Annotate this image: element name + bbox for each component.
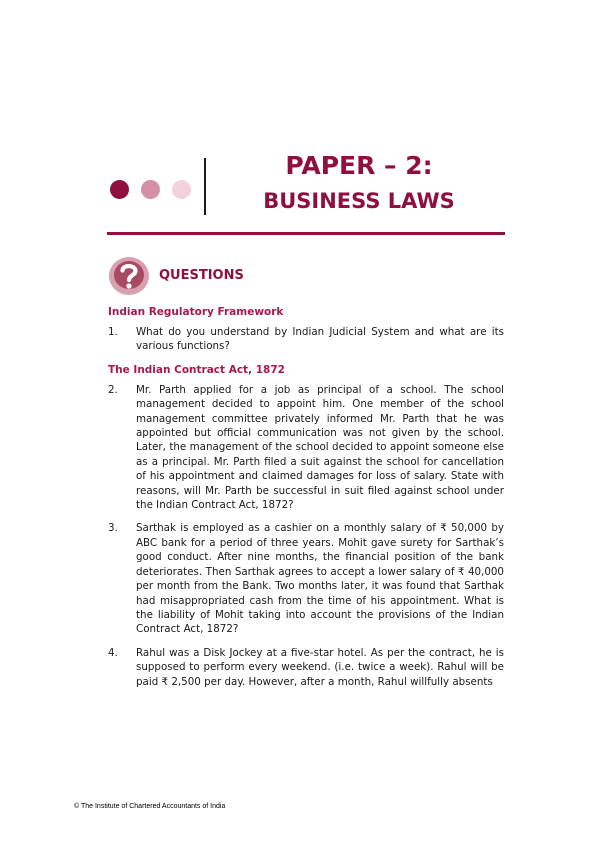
questions-content (108, 305, 504, 698)
section-heading: The Indian Contract Act, 1872 (108, 363, 285, 376)
question-number: 4. (108, 646, 118, 659)
medium-dot-icon (141, 180, 160, 199)
question-item (108, 646, 504, 689)
question-number: 2. (108, 383, 118, 396)
question-text: Sarthak is employed as a cashier on a monthly salary of ₹ 50,000 by ABC bank for a period of three years. Mohit gave surety for Sarthak’s good conduct. After nine months, the financial position of the bank deteriorates. Then Sarthak agrees to accept a lower salary of ₹ 40,000 per month from the Bank. Two months later, it was found that Sarthak had misappropriated cash from the time of his appointment. What is the liability of Mohit taking into account the provisions of the Indian Contract Act, 1872? (136, 522, 504, 636)
paper-title: PAPER – 2: (285, 151, 433, 180)
header-rule (107, 232, 505, 235)
question-text: Mr. Parth applied for a job as principal of a school. The school management decided to appoint him. One member of the school management committee privately informed Mr. Parth that he was appointed but official communication was not given by the school. Later, the management of the school decided to appoint someone else as a principal. Mr. Parth filed a suit against the school for cancellation of his appointment and claimed damages for loss of salary. State with reasons, will Mr. Parth be successful in suit filed against school under the Indian Contract Act, 1872? (136, 383, 504, 512)
questions-heading: QUESTIONS (159, 268, 244, 283)
question-number: 1. (108, 326, 118, 338)
dark-dot-icon (110, 180, 129, 199)
light-dot-icon (172, 180, 191, 199)
copyright-footer: © The Institute of Chartered Accountants of India (74, 803, 226, 810)
paper-subtitle: BUSINESS LAWS (263, 189, 455, 213)
section-heading: Indian Regulatory Framework (108, 306, 284, 318)
question-item (108, 521, 504, 636)
question-item (108, 325, 504, 354)
header-divider (204, 158, 206, 215)
decorative-dots (110, 180, 194, 200)
question-item (108, 383, 504, 513)
question-mark-icon (108, 256, 150, 296)
question-text: Rahul was a Disk Jockey at a five-star hotel. As per the contract, he is supposed to perform every weekend. (i.e. twice a week). Rahul will be paid ₹ 2,500 per day. However, after a month, Rahul willfully absents (136, 646, 504, 688)
question-text: What do you understand by Indian Judicial System and what are its various functions? (136, 326, 504, 353)
question-number: 3. (108, 522, 118, 535)
